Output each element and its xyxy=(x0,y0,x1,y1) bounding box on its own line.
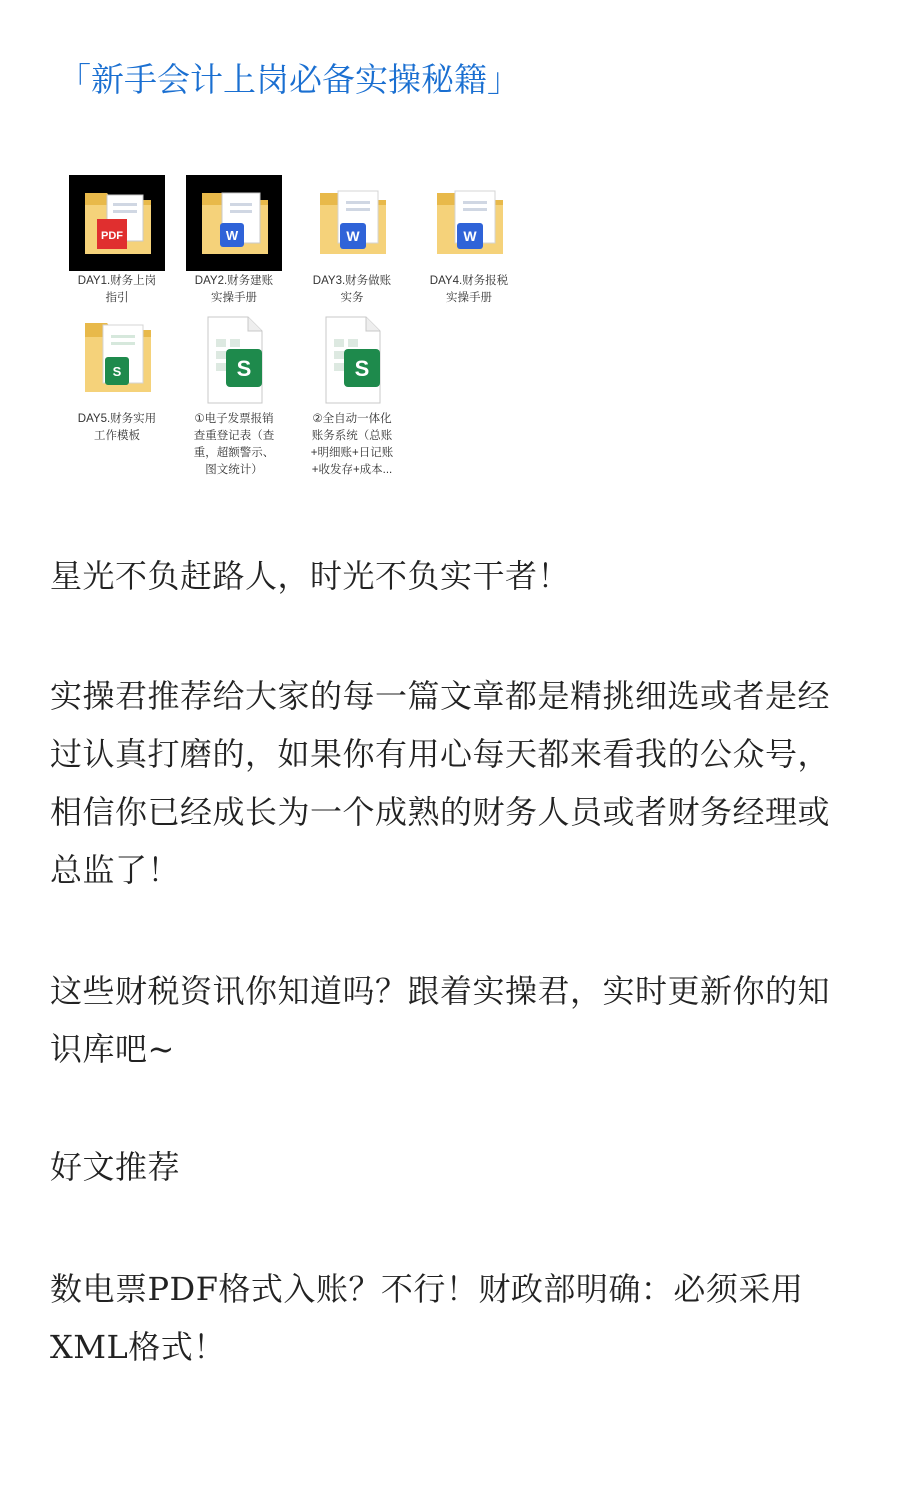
sheet-folder-icon xyxy=(69,313,165,409)
recommend-heading: 好文推荐 xyxy=(50,1148,181,1186)
slogan-paragraph: 星光不负赶路人，时光不负实干者！ xyxy=(50,557,571,595)
word-folder-icon xyxy=(304,175,400,271)
file-label: ②全自动一体化 账务系统（总账 +明细账+日记账 +收发存+成本... xyxy=(310,413,394,476)
svg-text:W: W xyxy=(225,228,239,243)
recommended-article-link[interactable]: 数电票PDF格式入账？不行！财政部明确：必须采用XML格式！ xyxy=(50,1270,804,1366)
svg-text:W: W xyxy=(346,228,360,244)
file-label: DAY2.财务建账 实操手册 xyxy=(194,275,274,304)
word-folder-icon xyxy=(186,175,282,271)
file-item-invoice-register[interactable] xyxy=(179,313,289,479)
news-paragraph: 这些财税资讯你知道吗？跟着实操君，实时更新你的知识库吧~ xyxy=(50,972,831,1068)
sheet-file-icon xyxy=(304,313,400,409)
sheet-file-icon xyxy=(186,313,282,409)
file-item-day5[interactable] xyxy=(62,313,172,445)
file-label: ①电子发票报销 查重登记表（查 重，超额警示、 图文统计） xyxy=(193,413,275,476)
file-label: DAY5.财务实用 工作模板 xyxy=(77,413,157,442)
file-item-day4[interactable] xyxy=(414,175,524,307)
page-title: 「新手会计上岗必备实操秘籍」 xyxy=(58,60,520,99)
file-label: DAY1.财务上岗 指引 xyxy=(77,275,157,304)
file-grid xyxy=(62,175,532,485)
svg-text:S: S xyxy=(112,364,122,379)
word-folder-icon xyxy=(421,175,517,271)
svg-text:PDF: PDF xyxy=(101,230,123,242)
file-label: DAY4.财务报税 实操手册 xyxy=(429,275,509,304)
file-item-day3[interactable] xyxy=(297,175,407,307)
file-label: DAY3.财务做账 实务 xyxy=(312,275,392,304)
pdf-folder-icon xyxy=(69,175,165,271)
intro-paragraph: 实操君推荐给大家的每一篇文章都是精挑细选或者是经过认真打磨的，如果你有用心每天都来看我的公众号，相信你已经成长为一个成熟的财务人员或者财务经理或总监了！ xyxy=(50,677,831,889)
svg-text:W: W xyxy=(463,228,477,244)
file-item-day1[interactable] xyxy=(62,175,172,307)
svg-text:S: S xyxy=(236,356,252,381)
file-item-accounting-system[interactable] xyxy=(297,313,407,479)
file-item-day2[interactable] xyxy=(179,175,289,307)
svg-text:S: S xyxy=(354,356,370,381)
